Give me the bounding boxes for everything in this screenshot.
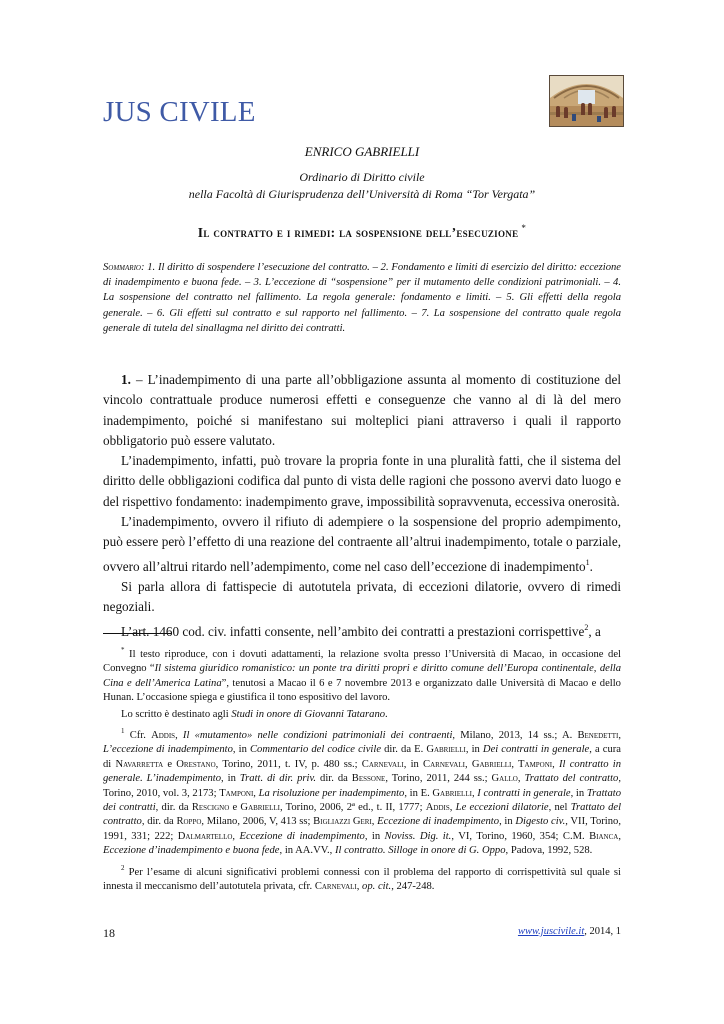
fn1-seg: , Torino, 2010, vol. 3, 2173;	[103, 773, 622, 799]
fn1-author: Gabrielli	[240, 802, 280, 814]
fn1-seg: , in	[499, 816, 516, 828]
fn1-seg: ,	[552, 758, 560, 770]
fn2-seg: , 247-248.	[391, 881, 435, 893]
fn1-seg: dir. da E.	[381, 744, 427, 756]
fn1-seg: e	[229, 802, 241, 814]
article-title-footnote-mark: *	[521, 223, 527, 233]
fn1-work: Le eccezioni dilatorie	[455, 802, 549, 814]
fn1-seg: , dir. da	[141, 816, 177, 828]
fn1-seg: , Torino, 2011, 244 ss.;	[385, 773, 492, 785]
summary-label: Sommario:	[103, 262, 145, 273]
fn1-seg: ,	[175, 730, 183, 742]
fn1-seg: , in AA.VV.,	[279, 845, 335, 857]
body-paragraph-5	[103, 618, 621, 642]
dedication-title: Studi in onore di Giovanni Tatarano	[231, 708, 386, 720]
section-number: 1.	[121, 372, 131, 387]
issue-info: , 2014, 1	[584, 926, 621, 937]
footnote-2-mark: 2	[121, 863, 125, 872]
fn1-work: Eccezione d’inadempimento e buona fede	[103, 845, 280, 857]
fn1-seg: ,	[232, 830, 240, 842]
fn1-author: Bigliazzi Geri	[313, 816, 372, 828]
journal-website-link[interactable]: www.juscivile.it	[517, 926, 585, 937]
fn1-seg: Cfr.	[124, 730, 152, 742]
fn1-author: Addis	[425, 802, 450, 814]
fn2-author: Carnevali	[314, 881, 357, 893]
body-paragraph-4: Si parla allora di fattispecie di autotutela privata, di eccezioni dilatorie, ovvero di rimedi negoziali.	[103, 578, 621, 615]
fn1-seg: , in	[221, 773, 240, 785]
fn1-seg: ,	[618, 830, 621, 842]
author-name	[0, 144, 724, 160]
dedication-end: .	[385, 708, 388, 720]
fn1-author: Dalmartello	[177, 830, 233, 842]
fn2-seg: ,	[356, 881, 363, 893]
summary-text: 1. Il diritto di sospendere l’esecuzione del contratto. – 2. Fondamento e limiti di esercizio del diritto: eccezione di inadempimento e buona fede. – 3. L’eccezione di “sospensione” per il mutamento delle condizioni patrimoniali. – 4. La sospensione del contratto nel fallimento. La regola generale: fondamento e limiti. – 5. Gli effetti della regola generale. – 6. Gli effetti sul contratto e sul rapporto nel fallimento. – 7. La sospensione del contratto quale regola generale di tutela del sinallagma nel diritto dei contratti.	[103, 262, 621, 334]
footnote-2	[103, 861, 621, 895]
body-paragraph-2: L’inadempimento, infatti, può trovare la propria fonte in una pluralità fatti, che il sistema del diritto delle obbligazioni codifica dal punto di vista delle ragioni che possono avervi dato luogo e del rispettivo fondamento: inadempimento grave, impossibilità sopravvenuta, eccessiva onerosità.	[103, 453, 621, 509]
fn1-seg: ,	[371, 816, 378, 828]
footnote-star-mark: *	[121, 646, 125, 654]
fn1-work: I contratti in generale	[477, 787, 571, 799]
footnote-1-mark: 1	[121, 727, 125, 736]
fn1-author: Carnevali, Gabrielli, Tamponi	[423, 758, 553, 770]
author-affiliation-line-2: nella Facoltà di Giurisprudenza dell’Università di Roma “Tor Vergata”	[188, 187, 536, 201]
fn1-seg: , Milano, 2013, 14 ss.; A.	[452, 730, 578, 742]
fn1-author: Addis	[151, 730, 176, 742]
fn1-seg: e	[163, 758, 177, 770]
footnote-star-dedication	[103, 708, 621, 722]
fn1-seg: ,	[517, 773, 525, 785]
footnote-ref-1[interactable]: 1	[585, 557, 590, 567]
body-paragraph-1	[103, 370, 621, 451]
fn1-work: Trattato del contratto	[524, 773, 619, 785]
footnote-star-text: Il testo riproduce, con i dovuti adattamenti, la relazione svolta presso l’Università di Macao, in occasione del Convegno “	[103, 649, 621, 675]
fn1-work: Eccezione di inadempimento	[239, 830, 365, 842]
fn1-seg: , Torino, 2011, t. IV, p. 480 ss.;	[215, 758, 362, 770]
footnote-star-conference: Il sistema giuridico romanistico: un ponte tra diritti propri e diritto comune dell’Europa continentale, della Cina e dell’America Latina	[103, 663, 621, 689]
fn1-author: Orestano	[176, 758, 216, 770]
fn1-seg: ,	[471, 787, 478, 799]
fn1-seg: , Torino, 2006, 2ª ed., t. II, 1777;	[279, 802, 426, 814]
footer-citation	[518, 926, 621, 937]
article-summary	[103, 260, 621, 336]
fn1-seg: , a cura di	[103, 744, 622, 770]
fn1-work: Noviss. Dig. it.	[384, 830, 452, 842]
fn1-seg: , dir. da	[155, 802, 192, 814]
fn1-work: Eccezione di inadempimento	[377, 816, 500, 828]
fn1-seg: ,	[618, 730, 621, 742]
author-affiliation-line-1: Ordinario di Diritto civile	[299, 170, 425, 184]
fn1-work: Dei contratti in generale	[482, 744, 590, 756]
fn1-seg: ,	[449, 802, 456, 814]
article-title-text: Il contratto e i rimedi: la sospensione dell’esecuzione	[197, 225, 519, 240]
fn1-work: Trattato del contratto	[103, 802, 622, 828]
footnote-ref-2[interactable]: 2	[584, 622, 589, 632]
fn2-work: op. cit.	[362, 881, 392, 893]
fn1-work: L’eccezione di inadempimento	[103, 744, 233, 756]
fn1-seg: , nel	[548, 802, 571, 814]
body-paragraph-5-end: , a	[588, 623, 601, 639]
fn1-seg: , in	[232, 744, 250, 756]
fn1-seg: , in E.	[404, 787, 433, 799]
article-body	[103, 370, 621, 642]
body-paragraph-3-end: .	[589, 558, 593, 574]
fn1-seg: , in	[570, 787, 587, 799]
school-of-athens-fresco-image	[549, 75, 624, 127]
fn1-seg: dir. da	[316, 773, 352, 785]
fn1-author: Carnevali	[361, 758, 404, 770]
fn1-seg: , in	[364, 830, 385, 842]
footnote-star	[103, 643, 621, 706]
fn1-author: Tamponi	[219, 787, 254, 799]
fn1-author: Bianca	[589, 830, 619, 842]
fn1-seg: , Milano, 2006, V, 413 ss;	[201, 816, 314, 828]
fn1-seg: , Padova, 1992, 528.	[505, 845, 593, 857]
fn1-author: Roppo	[176, 816, 202, 828]
footnotes	[103, 643, 621, 897]
page-number: 18	[103, 926, 115, 940]
fn1-work: La risoluzione per inadempimento	[258, 787, 405, 799]
fn1-work: Trattato dei contratti	[103, 787, 621, 814]
fn1-author: Navarretta	[115, 758, 164, 770]
fn1-work: Digesto civ.	[515, 816, 566, 828]
footnote-separator	[103, 633, 171, 634]
fn1-seg: ,	[253, 787, 259, 799]
fn2-seg: Per l’esame di alcuni significativi problemi connessi con il problema del rapporto di corrispettività sul quale si innesta il meccanismo dell’autotutela privata, cfr.	[103, 866, 621, 893]
fn1-author: Gallo	[491, 773, 518, 785]
footnote-1	[103, 724, 621, 859]
body-paragraph-3-text: L’inadempimento, ovvero il rifiuto di adempiere o la sospensione del proprio adempimento, può essere però l’effetto di una reazione del contraente all’altrui inadempimento, totale o parziale, ovvero all’altrui ritardo nell’adempimento, come nel caso dell’eccezione di inadempimento	[103, 514, 621, 574]
fn1-work: Commentario del codice civile	[249, 744, 382, 756]
fn1-seg: , in	[465, 744, 483, 756]
fn1-work: Il contratto. Silloge in onore di G. Oppo	[334, 845, 506, 857]
fn1-seg: , VII, Torino, 1991, 331; 222;	[103, 816, 621, 842]
footnote-star-text-2: ”, tenutosi a Macao il 6 e 7 novembre 2013 e organizzato dalle Università di Macao e dello Hunan. L’occasione spiega e giustifica il tono espositivo del lavoro.	[103, 677, 621, 704]
fn1-work: Il contratto in generale. L’inadempimento	[103, 758, 622, 785]
article-title	[0, 223, 724, 241]
body-paragraph-3	[103, 512, 621, 577]
fn1-author: Bessone	[351, 773, 386, 785]
fn1-author: Rescigno	[191, 802, 230, 814]
body-paragraph-5-text: L’art. 1460 cod. civ. infatti consente, nell’ambito dei contratti a prestazioni corrispettive	[121, 623, 585, 639]
fn1-author: Gabrielli	[426, 744, 466, 756]
fn1-seg: , VI, Torino, 1960, 354; C.M.	[451, 830, 590, 842]
fn1-work: Tratt. di dir. priv.	[239, 773, 317, 785]
fn1-author: Benedetti	[577, 730, 619, 742]
body-paragraph-1-text: – L’inadempimento di una parte all’obbligazione assunta al momento di costituzione del vincolo contrattuale produce numerosi effetti e conseguenze che vanno al di là del mero inadempimento, poiché si manifestano sui molteplici piani attraverso i quali il rapporto obbligatorio può essere valutato.	[103, 372, 621, 448]
dedication-text: Lo scritto è destinato agli	[121, 708, 232, 720]
fn1-author: Gabrielli	[432, 787, 472, 799]
journal-title: JUS CIVILE	[103, 96, 256, 128]
fn1-work: Il «mutamento» nelle condizioni patrimoniali dei contraenti	[182, 730, 453, 742]
fn1-seg: , in	[403, 758, 424, 770]
author-name-text: ENRICO GABRIELLI	[304, 144, 420, 159]
